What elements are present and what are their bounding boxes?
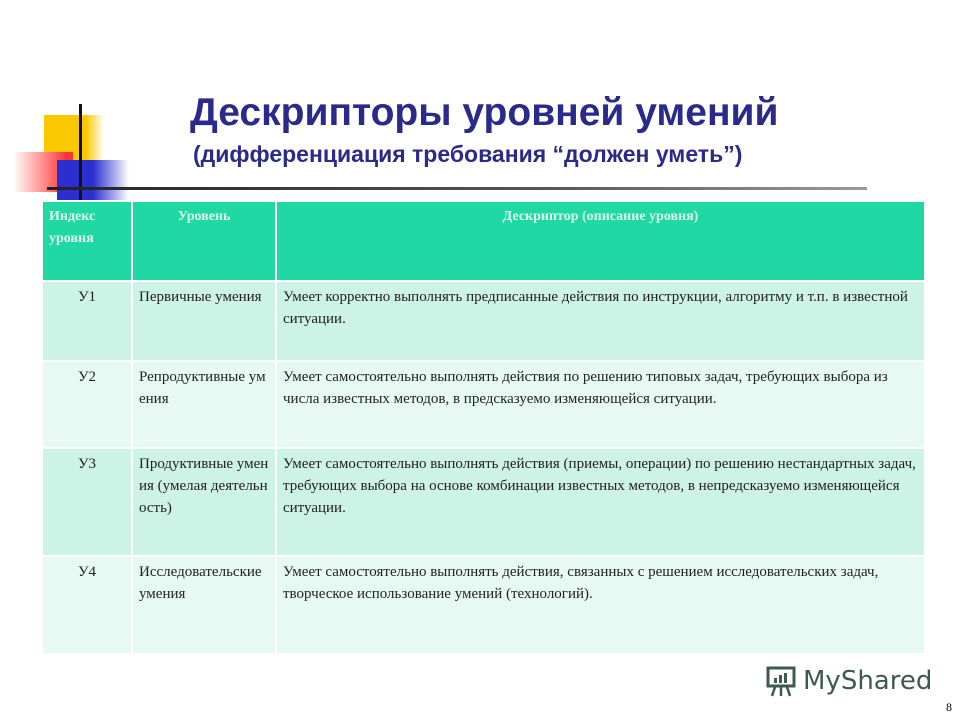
cell-descriptor: Умеет корректно выполнять предписанные действия по инструкции, алгоритму и т.п. в известной ситуации.	[277, 282, 924, 360]
cell-index: У4	[43, 557, 131, 653]
header-index: Индекс уровня	[43, 202, 131, 280]
title-underline	[47, 187, 867, 190]
descriptors-table	[41, 200, 926, 655]
table-row	[43, 449, 924, 555]
cell-level: Первичные умения	[133, 282, 275, 360]
cell-index: У1	[43, 282, 131, 360]
cell-index: У2	[43, 362, 131, 447]
table-header	[43, 202, 924, 280]
table-row	[43, 362, 924, 447]
slide-title: Дескрипторы уровней умений	[190, 91, 779, 134]
table-row	[43, 557, 924, 653]
table-row	[43, 282, 924, 360]
cell-descriptor: Умеет самостоятельно выполнять действия (приемы, операции) по решению нестандартных задач, требующих выбора на основе комбинации известных методов, в непредсказуемо изменяющейся ситуации.	[277, 449, 924, 555]
slide-subtitle: (дифференциация требования “должен уметь”)	[193, 141, 743, 167]
watermark-text: MyShared	[803, 666, 933, 696]
cell-index: У3	[43, 449, 131, 555]
presentation-board-icon	[765, 664, 797, 698]
page-number: 8	[946, 700, 952, 714]
cell-level: Исследовательские умения	[133, 557, 275, 653]
decor-vertical-line	[79, 104, 82, 200]
header-level: Уровень	[133, 202, 275, 280]
cell-descriptor: Умеет самостоятельно выполнять действия, связанных с решением исследовательских задач, творческое использование умений (технологий).	[277, 557, 924, 653]
cell-level: Продуктивные умения (умелая деятельность)	[133, 449, 275, 555]
header-descriptor: Дескриптор (описание уровня)	[277, 202, 924, 280]
decor-blue-square	[57, 160, 129, 200]
cell-descriptor: Умеет самостоятельно выполнять действия по решению типовых задач, требующих выбора из числа известных методов, в предсказуемо изменяющейся ситуации.	[277, 362, 924, 447]
watermark	[765, 664, 932, 698]
cell-level: Репродуктивные умения	[133, 362, 275, 447]
